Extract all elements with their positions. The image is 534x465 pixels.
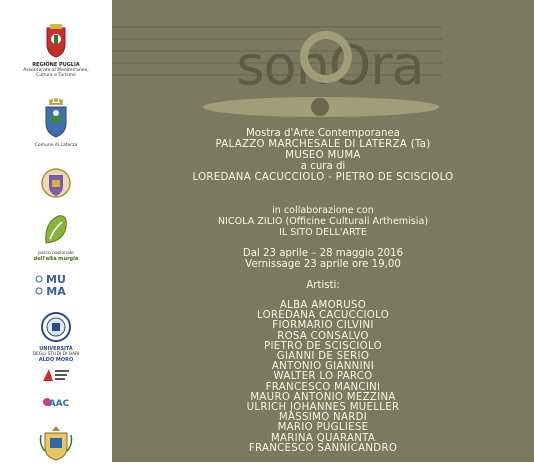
aac-label: AAC (48, 399, 70, 409)
info-venue: PALAZZO MARCHESALE DI LATERZA (Ta) (215, 139, 431, 150)
parco-caption-2: dell'alta murgia (33, 256, 79, 262)
sponsor-sidebar (0, 0, 112, 462)
parco-leaf-icon (42, 213, 70, 247)
info-subtitle: Mostra d'Arte Contemporanea (245, 128, 400, 139)
artists-heading: Artisti: (306, 280, 340, 291)
artists-heading-block (112, 280, 534, 291)
aac-logo (0, 393, 112, 415)
provincia-logo (0, 166, 112, 204)
accademia-logo (0, 367, 112, 387)
info-dates: Dal 23 aprile – 28 maggio 2016 (242, 248, 404, 259)
artists-list (112, 301, 534, 454)
disc-dot (311, 98, 329, 116)
info-vernissage: Vernissage 23 aprile ore 19,00 (245, 259, 401, 270)
artist-name: MARINA QUARANTA (270, 432, 376, 444)
parco-alta-murgia-logo (0, 213, 112, 262)
exhibition-info (112, 128, 534, 183)
artist-name: MARIO PUGLIESE (277, 422, 369, 434)
svg-text:MU: MU (46, 273, 66, 286)
regione-puglia-title: REGIONE PUGLIA (32, 62, 80, 68)
regione-puglia-caption-2: Cultura e Turismo (36, 73, 76, 78)
diocese-crest-icon (39, 425, 73, 461)
info-curators: LOREDANA CACUCCIOLO - PIETRO DE SCISCIOLO (192, 172, 454, 183)
sonora-title: sonOra (236, 34, 424, 97)
artist-name: PIETRO DE SCISCIOLO (264, 340, 382, 352)
artist-name: WALTER LO PARCO (273, 371, 373, 383)
collaboration-info (112, 205, 534, 238)
parco-caption: parco nazionale (38, 251, 74, 256)
artist-name: LOREDANA CACUCCIOLO (256, 310, 390, 322)
diocese-logo (0, 425, 112, 465)
artist-name: FIORMARIO CILVINI (272, 320, 374, 332)
laterza-crest-icon (43, 97, 69, 139)
comune-laterza-logo (0, 97, 112, 148)
provincia-crest-icon (41, 166, 71, 200)
muma-logo (0, 272, 112, 302)
artist-name: GIANNI DE SERIO (276, 351, 370, 363)
artist-name: MASSIMO NARDI (278, 412, 368, 424)
universita-seal-icon (41, 312, 71, 342)
artist-name: MAURO ANTONIO MEZZINA (250, 391, 396, 403)
artist-name: FRANCESCO MANCINI (265, 381, 381, 393)
regione-puglia-emblem-icon (44, 24, 68, 58)
info-website: IL SITO DELL'ARTE (279, 227, 367, 238)
svg-text:MA: MA (46, 285, 66, 298)
universita-caption: UNIVERSITÀ (39, 346, 73, 352)
artist-name: FRANCESCO SANNICANDRO (248, 442, 398, 454)
artist-name: ROSA CONSALVO (277, 330, 369, 342)
artist-name: ALBA AMORUSO (279, 300, 367, 311)
artist-name: ULRICH JOHANNES MUELLER (246, 402, 400, 414)
info-collaborator: NICOLA ZILIO (Officine Culturali Arthemisia) (217, 216, 429, 227)
poster-panel (112, 0, 534, 462)
muma-wordmark-icon (33, 272, 79, 298)
info-curated-by: a cura di (300, 161, 346, 172)
regione-puglia-logo (0, 24, 112, 78)
aac-mark-icon (42, 393, 70, 411)
regione-puglia-caption: Assessorato al Mediterraneo, (23, 68, 89, 73)
info-collaboration: in collaborazione con (272, 205, 374, 216)
comune-laterza-caption: Comune di Laterza (34, 143, 78, 148)
universita-caption-2: DEGLI STUDI DI BARI (32, 352, 80, 357)
sonora-wordmark (112, 0, 534, 130)
accademia-mark-icon (41, 367, 71, 383)
dates-info (112, 248, 534, 270)
universita-bari-logo (0, 312, 112, 363)
info-museum: MUSEO MUMA (285, 150, 361, 161)
universita-caption-3: ALDO MORO (38, 357, 74, 363)
artist-name: ANTONIO GIANNINI (271, 361, 375, 373)
